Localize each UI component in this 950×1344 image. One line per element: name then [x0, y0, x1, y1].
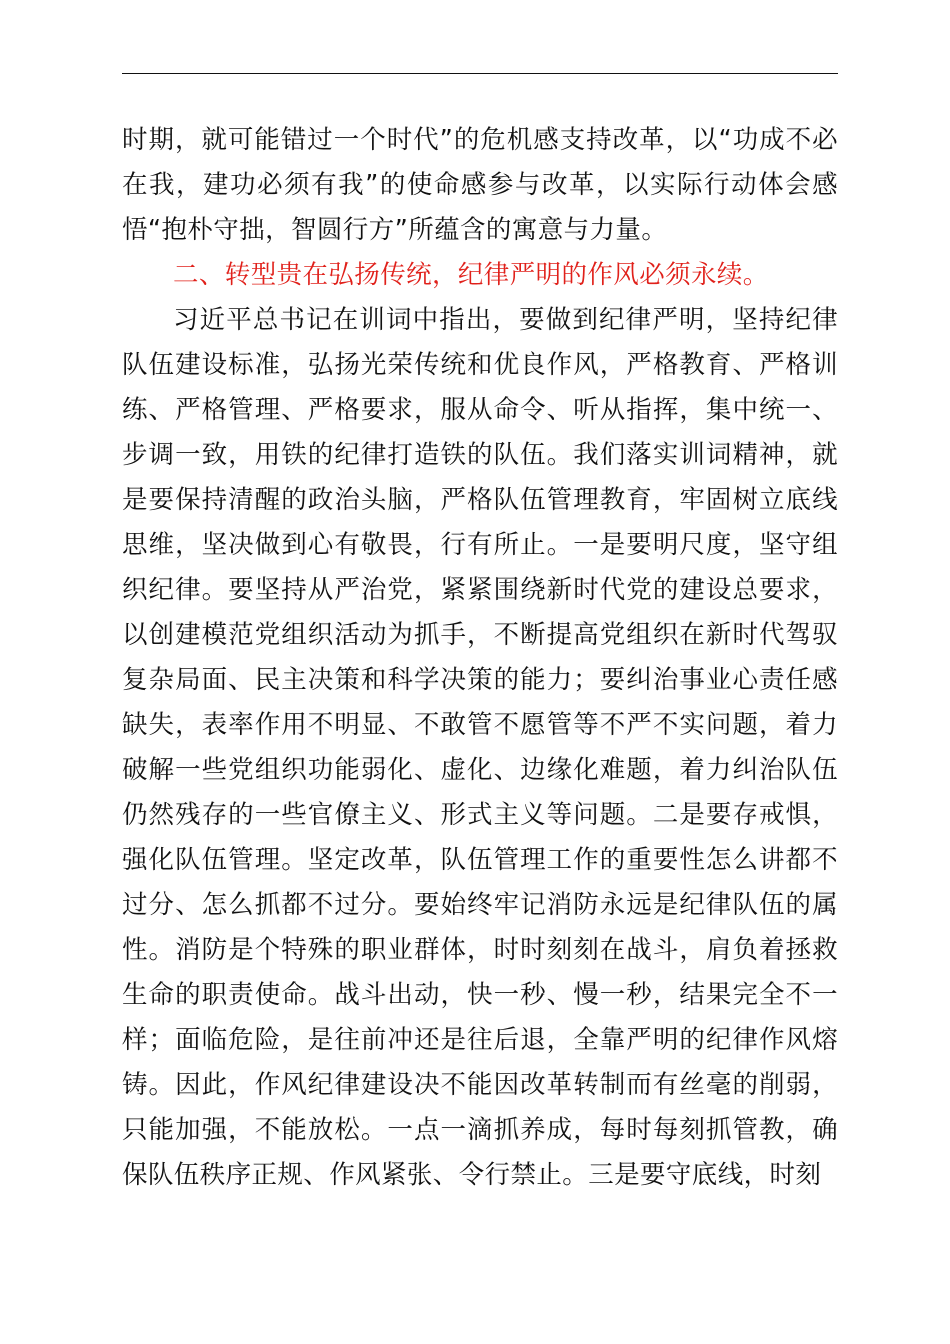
- paragraph-continuation: 时期，就可能错过一个时代”的危机感支持改革，以“功成不必在我，建功必须有我”的使命感参与改革，以实际行动体会感悟“抱朴守拙，智圆行方”所蕴含的寓意与力量。: [122, 125, 838, 245]
- header-rule: [122, 73, 838, 74]
- body-text: [122, 118, 838, 1198]
- section-heading: 二、转型贵在弘扬传统，纪律严明的作风必须永续。: [173, 260, 769, 290]
- paragraph-body: 习近平总书记在训词中指出，要做到纪律严明，坚持纪律队伍建设标准，弘扬光荣传统和优良作风，严格教育、严格训练、严格管理、严格要求，服从命令、听从指挥，集中统一、步调一致，用铁的纪律打造铁的队伍。我们落实训词精神，就是要保持清醒的政治头脑，严格队伍管理教育，牢固树立底线思维，坚决做到心有敬畏，行有所止。一是要明尺度，坚守组织纪律。要坚持从严治党，紧紧围绕新时代党的建设总要求，以创建模范党组织活动为抓手，不断提高党组织在新时代驾驭复杂局面、民主决策和科学决策的能力；要纠治事业心责任感缺失，表率作用不明显、不敢管不愿管等不严不实问题，着力破解一些党组织功能弱化、虚化、边缘化难题，着力纠治队伍仍然残存的一些官僚主义、形式主义等问题。二是要存戒惧，强化队伍管理。坚定改革，队伍管理工作的重要性怎么讲都不过分、怎么抓都不过分。要始终牢记消防永远是纪律队伍的属性。消防是个特殊的职业群体，时时刻刻在战斗，肩负着拯救生命的职责使命。战斗出动，快一秒、慢一秒，结果完全不一样；面临危险，是往前冲还是往后退，全靠严明的纪律作风熔铸。因此，作风纪律建设决不能因改革转制而有丝毫的削弱，只能加强，不能放松。一点一滴抓养成，每时每刻抓管教，确保队伍秩序正规、作风紧张、令行禁止。三是要守底线，时刻: [122, 305, 838, 1190]
